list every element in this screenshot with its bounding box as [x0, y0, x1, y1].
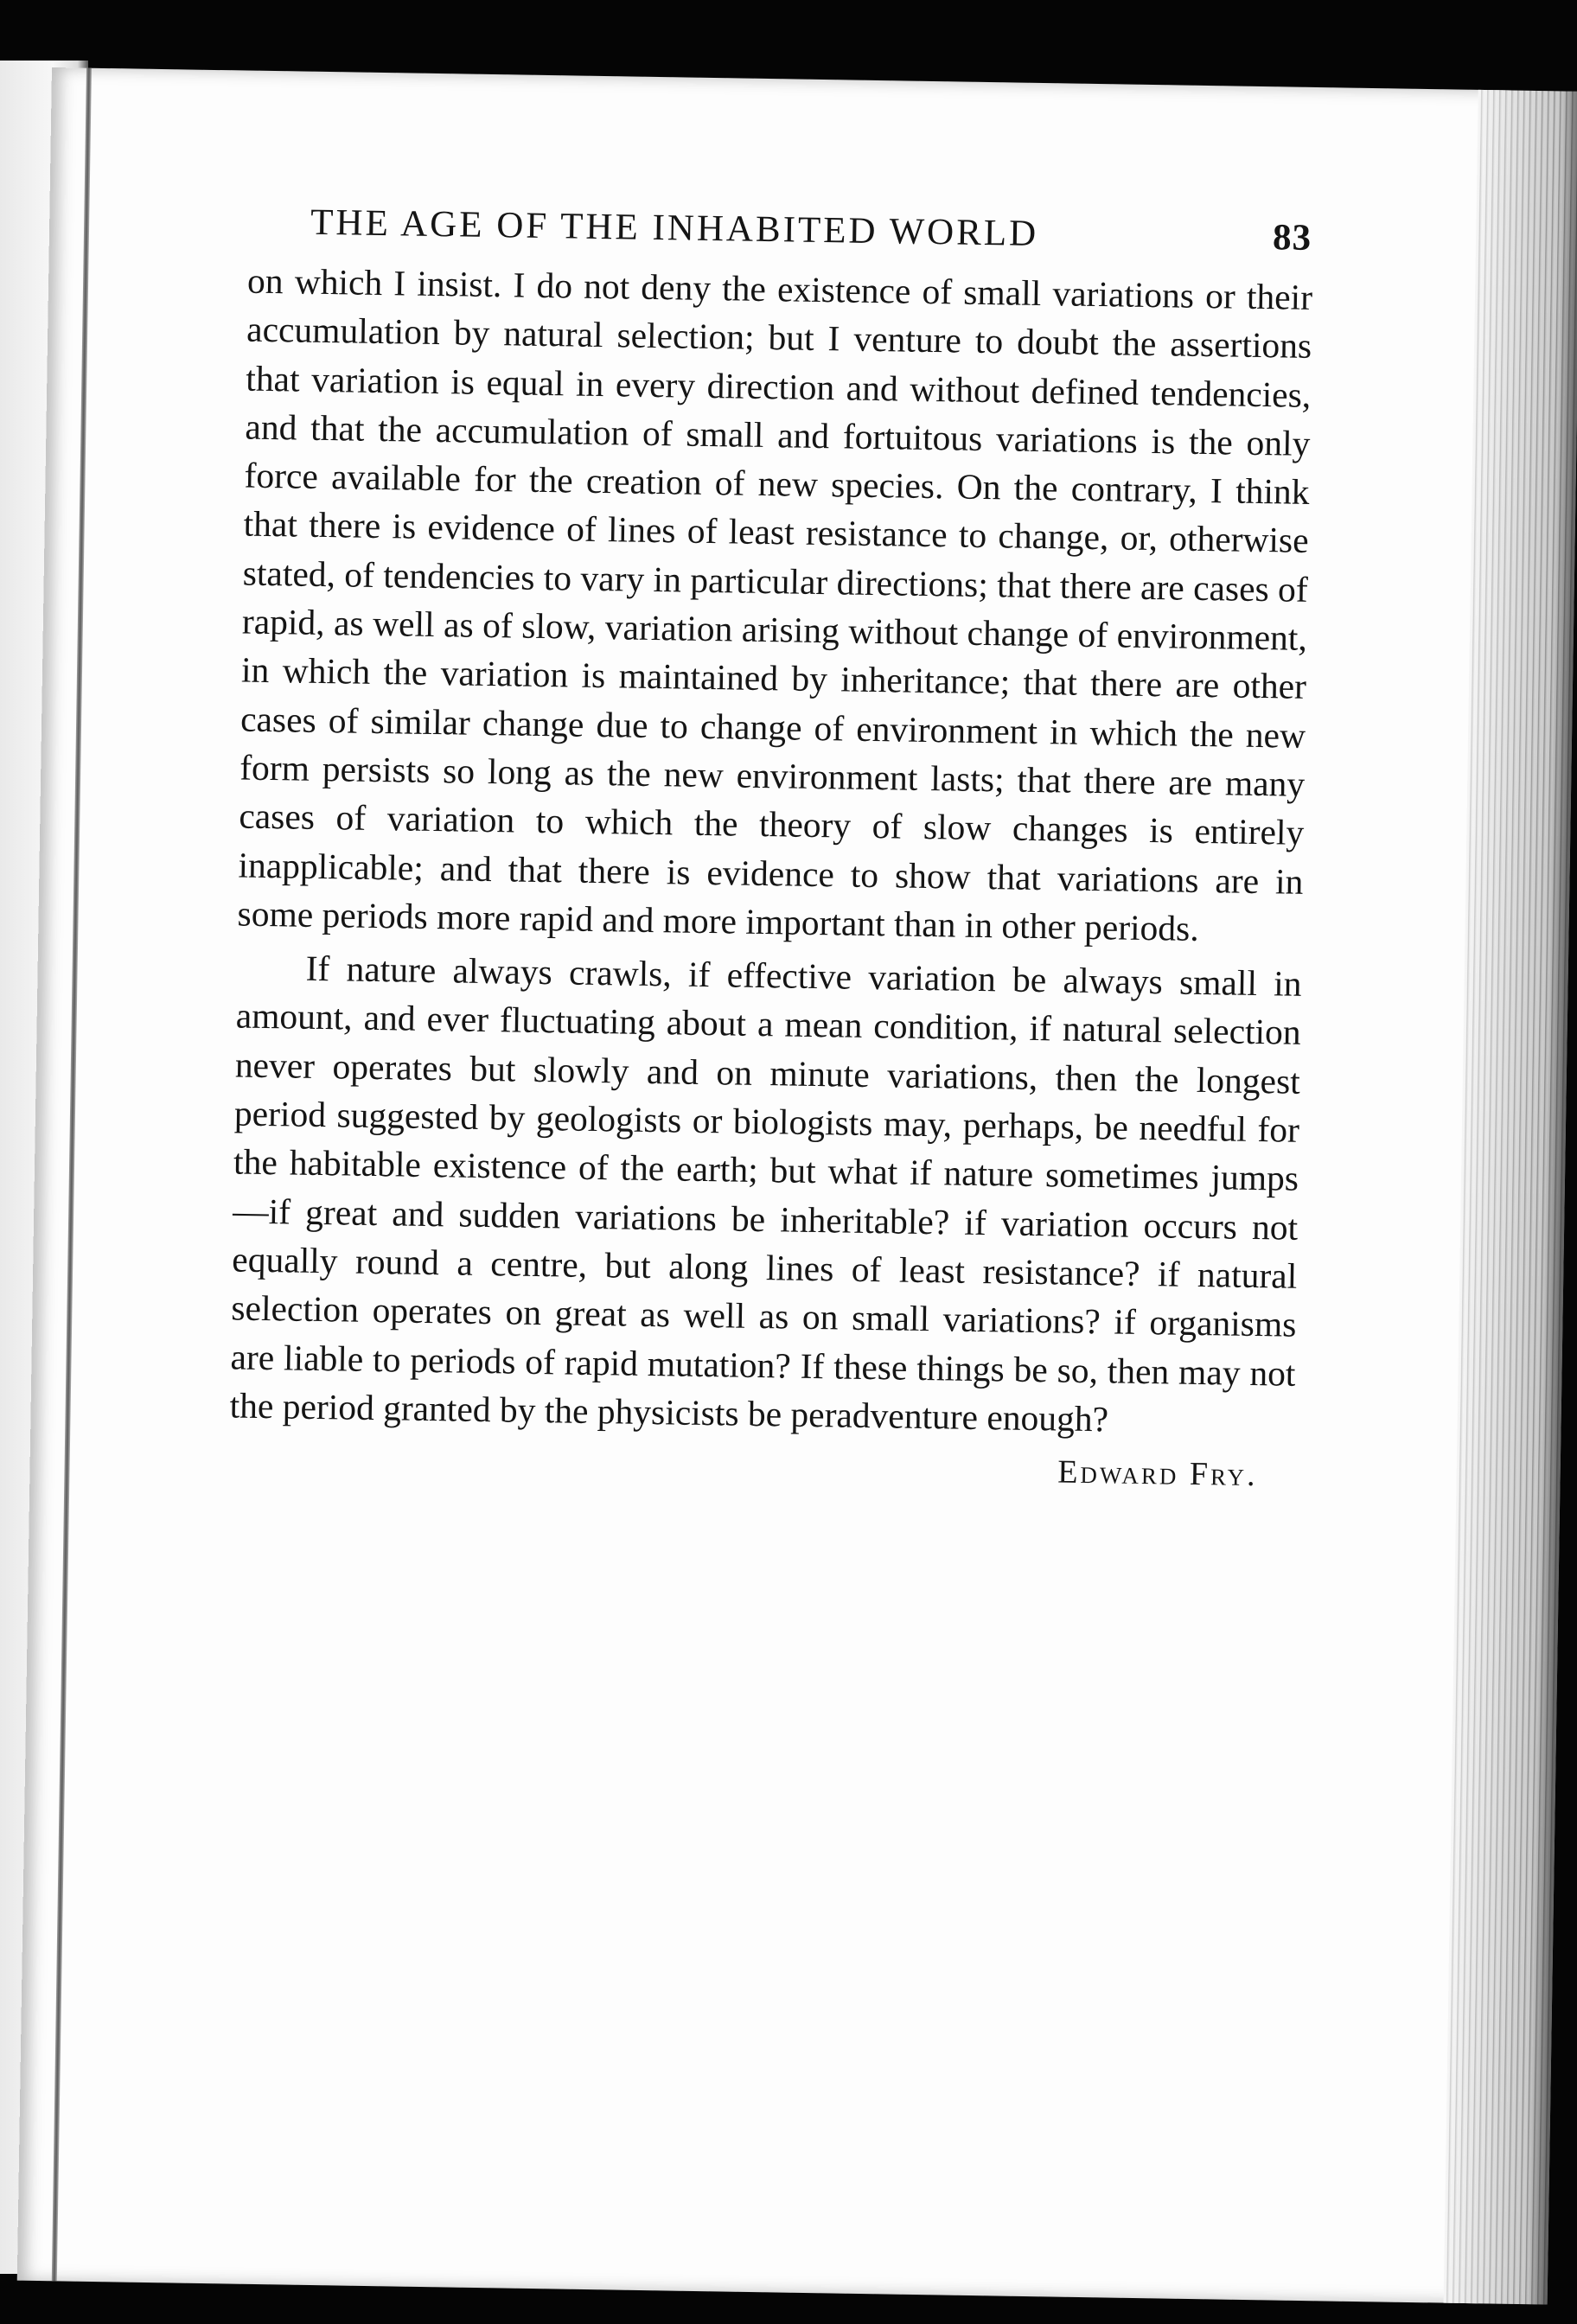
- page-number: 83: [1272, 217, 1312, 259]
- page-gutter: [52, 68, 92, 2282]
- page-edges-shadow: [1444, 90, 1577, 2305]
- author-signature: Edward Fry.: [1057, 1453, 1258, 1494]
- paragraph-2: If nature always crawls, if effective variation be always small in amount, and ever fluctuating about a mean condition, if natural selection never operates but slowly and on minute variations, then the longest period suggested by geologists or biologists may, perhaps, be needful for the habitable existence of the earth; but what if nature sometimes jumps—if great and sudden variations be inheritable? if variation occurs not equally round a centre, but along lines of least resistance? if natural selection operates on great as well as on small variations? if organisms are liable to periods of rapid mutation? If these things be so, then may not the period granted by the physicists be peradventure enough?: [229, 948, 1302, 1440]
- paragraph-1: on which I insist. I do not deny the existence of small variations or their accumulation by natural selection; but I venture to doubt the assertions that variation is equal in every direction and without defined tendencies, and that the accumulation of small and fortuitous variations is the only force available for the creation of new species. On the contrary, I think that there is evidence of lines of least resistance to change, or, otherwise stated, of tendencies to vary in particular directions; that there are cases of rapid, as well as of slow, variation arising without change of environment, in which the variation is maintained by inheritance; that there are other cases of similar change due to change of environment in which the new form persists so long as the new environment lasts; that there are many cases of variation to which the theory of slow changes is entirely inapplicable; and that there is evidence to show that variations are in some periods more rapid and more important than in other periods.: [237, 260, 1313, 948]
- book-page: [17, 67, 1513, 2303]
- running-head: [248, 201, 1314, 259]
- running-title: THE AGE OF THE INHABITED WORLD: [310, 201, 1039, 254]
- text-block: [228, 201, 1313, 1495]
